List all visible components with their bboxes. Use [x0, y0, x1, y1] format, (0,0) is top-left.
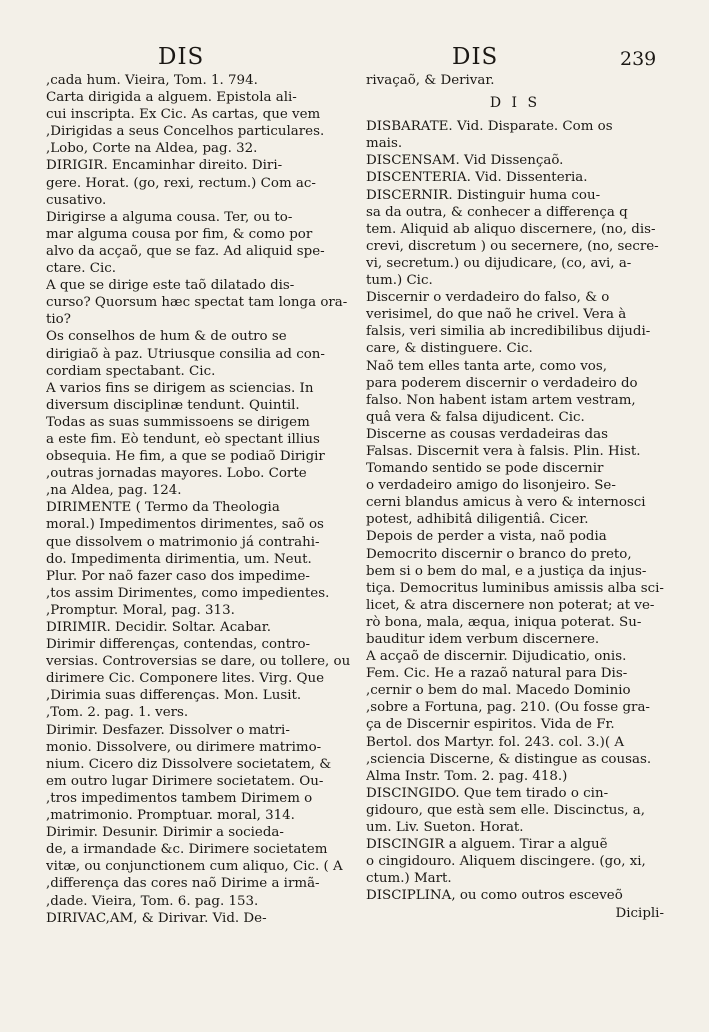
- text-line: DISBARATE. Vid. Disparate. Com os: [366, 119, 613, 135]
- text-line: Alma Instr. Tom. 2. pag. 418.): [366, 768, 568, 784]
- text-line: falso. Non habent istam artem vestram,: [366, 392, 636, 408]
- text-line: monio. Dissolvere, ou dirimere matrimo-: [46, 739, 322, 755]
- page-number: 239: [620, 48, 657, 70]
- text-line: cusativo.: [46, 192, 107, 208]
- text-line: ,sciencia Discerne, & distingue as cousas.: [366, 751, 652, 767]
- text-line: DISCINGIR a alguem. Tirar a alguẽ: [366, 837, 608, 853]
- text-line: care, & distinguere. Cic.: [366, 341, 533, 357]
- text-line: ,tos assim Dirimentes, como impedientes.: [46, 585, 330, 601]
- text-line: moral.) Impedimentos dirimentes, saõ os: [46, 517, 324, 533]
- text-line: DIRIMIR. Decidir. Soltar. Acabar.: [46, 620, 271, 635]
- text-line: A varios fins se dirigem as sciencias. In: [46, 380, 314, 396]
- text-line: bem si o bem do mal, e a justiça da injus-: [366, 563, 647, 579]
- right-running-head: DIS: [452, 44, 499, 70]
- text-line: sa da outra, & conhecer a differença q: [366, 204, 628, 220]
- text-line: DISCENTERIA. Vid. Dissenteria.: [366, 170, 588, 186]
- text-line: nium. Cicero diz Dissolvere societatem, &: [46, 756, 332, 772]
- text-line: a este fim. Eò tendunt, eò spectant illius: [46, 431, 320, 447]
- text-line: Todas as suas summissoens se dirigem: [46, 414, 310, 430]
- text-line: ,cernir o bem do mal. Macedo Dominio: [366, 683, 631, 699]
- text-line: Plur. Por naõ fazer caso dos impedime-: [46, 568, 310, 584]
- text-line: cordiam spectabant. Cic.: [46, 363, 216, 379]
- left-column: [46, 72, 352, 927]
- text-line: diversum disciplinæ tendunt. Quintil.: [46, 397, 300, 413]
- text-line: ,matrimonio. Promptuar. moral, 314.: [46, 808, 295, 824]
- text-line: Dirimir differenças, contendas, contro-: [46, 637, 311, 653]
- text-line: Dirigirse a alguma cousa. Ter, ou to-: [46, 209, 293, 225]
- text-line: Falsas. Discernit vera à falsis. Plin. Hist.: [366, 443, 641, 459]
- text-line: Naõ tem elles tanta arte, como vos,: [366, 358, 607, 374]
- text-line: o cingidouro. Aliquem discingere. (go, xi,: [366, 854, 646, 870]
- text-line: tem. Aliquid ab aliquo discernere, (no, dis-: [366, 221, 656, 237]
- text-line: um. Liv. Sueton. Horat.: [366, 820, 524, 836]
- text-line: rivaçaõ, & Derivar.: [366, 73, 495, 88]
- text-line: verisimel, do que naõ he crivel. Vera à: [366, 307, 627, 323]
- text-line: Dirimir. Desfazer. Dissolver o matri-: [46, 722, 290, 738]
- text-line: Carta dirigida a alguem. Epistola ali-: [46, 90, 297, 106]
- text-line: falsis, veri similia ab incredibilibus dijudi-: [366, 324, 651, 340]
- text-line: cui inscripta. Ex Cic. As cartas, que vem: [46, 107, 321, 123]
- text-line: curso? Quorsum hæc spectat tam longa ora-: [46, 295, 348, 311]
- text-line: rò bona, mala, æqua, iniqua poterat. Su-: [366, 614, 642, 630]
- text-line: DIRIMENTE ( Termo da Theologia: [46, 500, 280, 516]
- text-line: o verdadeiro amigo do lisonjeiro. Se-: [366, 478, 616, 494]
- section-heading: D I S: [489, 95, 541, 112]
- text-line: Democrito discernir o branco do preto,: [366, 546, 632, 562]
- text-line: ,tros impedimentos tambem Dirimem o: [46, 790, 313, 806]
- text-line: crevi, discretum ) ou secernere, (no, secre-: [366, 238, 659, 254]
- text-line: mar alguma cousa por fim, & como por: [46, 226, 313, 242]
- text-line: quâ vera & falsa dijudicent. Cic.: [366, 409, 585, 425]
- text-line: ,dade. Vieira, Tom. 6. pag. 153.: [46, 893, 259, 909]
- text-line: gere. Horat. (go, rexi, rectum.) Com ac-: [46, 175, 316, 191]
- text-line: do. Impedimenta dirimentia, um. Neut.: [46, 551, 312, 567]
- text-line: ,na Aldea, pag. 124.: [46, 483, 182, 499]
- text-line: versias. Controversias se dare, ou tollere, ou: [46, 654, 351, 670]
- text-line: ça de Discernir espiritos. Vida de Fr.: [366, 717, 615, 733]
- text-line: Discerne as cousas verdadeiras das: [366, 426, 608, 442]
- text-line: ,Tom. 2. pag. 1. vers.: [46, 705, 189, 721]
- text-line: mais.: [366, 136, 403, 152]
- text-line: tio?: [46, 312, 71, 328]
- text-line: licet, & atra discernere non poterat; at ve-: [366, 597, 655, 613]
- text-line: Bertol. dos Martyr. fol. 243. col. 3.)( A: [366, 734, 625, 750]
- text-line: alvo da acçaõ, que se faz. Ad aliquid spe-: [46, 243, 325, 259]
- text-line: ,cada hum. Vieira, Tom. 1. 794.: [46, 73, 258, 88]
- text-line: que dissolvem o matrimonio já contrahi-: [46, 534, 320, 550]
- text-line: DISCIPLINA, ou como outros esceveõ: [366, 888, 623, 904]
- text-line: vi, secretum.) ou dijudicare, (co, avi, a-: [366, 255, 632, 271]
- text-line: potest, adhibitâ diligentiâ. Cicer.: [366, 512, 589, 528]
- text-line: DIRIGIR. Encaminhar direito. Diri-: [46, 158, 283, 174]
- text-line: ,Promptur. Moral, pag. 313.: [46, 602, 235, 618]
- text-line: dirigiaõ à paz. Utriusque consilia ad con-: [46, 346, 325, 362]
- text-line: Fem. Cic. He a razaõ natural para Dis-: [366, 666, 628, 682]
- text-line: A acçaõ de discernir. Dijudicatio, onis.: [366, 649, 627, 665]
- text-line: para poderem discernir o verdadeiro do: [366, 375, 638, 391]
- text-line: A que se dirige este taõ dilatado dis-: [46, 278, 295, 294]
- text-line: ,differença das cores naõ Dirime a irmã-: [46, 876, 320, 892]
- text-line: ctum.) Mart.: [366, 871, 452, 887]
- text-line: ,outras jornadas mayores. Lobo. Corte: [46, 466, 307, 482]
- text-line: gidouro, que està sem elle. Discinctus, a,: [366, 802, 645, 818]
- text-line: tum.) Cic.: [366, 273, 433, 289]
- right-column: [366, 72, 664, 922]
- left-running-head: DIS: [158, 44, 205, 70]
- text-line: de, a irmandade &c. Dirimere societatem: [46, 842, 328, 858]
- text-line: Discernir o verdadeiro do falso, & o: [366, 290, 610, 306]
- text-line: ,Dirimia suas differenças. Mon. Lusit.: [46, 688, 302, 704]
- text-line: ,sobre a Fortuna, pag. 210. (Ou fosse gra-: [366, 700, 650, 716]
- catchword: Dicipli-: [615, 905, 664, 921]
- text-line: Dirimir. Desunir. Dirimir a socieda-: [46, 825, 284, 841]
- text-line: Depois de perder a vista, naõ podia: [366, 529, 607, 545]
- text-line: Tomando sentido se pode discernir: [366, 461, 604, 477]
- text-line: tiça. Democritus luminibus amissis alba sci-: [366, 580, 664, 596]
- text-line: vitæ, ou conjunctionem cum aliquo, Cic. ( A: [46, 859, 343, 875]
- text-line: DISCERNIR. Distinguir huma cou-: [366, 187, 601, 203]
- text-line: DISCINGIDO. Que tem tirado o cin-: [366, 785, 609, 801]
- text-line: Os conselhos de hum & de outro se: [46, 329, 287, 345]
- text-line: ,Dirigidas a seus Concelhos particulares.: [46, 124, 325, 140]
- text-line: obsequia. He fim, a que se podiaõ Dirigir: [46, 449, 325, 465]
- text-line: em outro lugar Dirimere societatem. Ou-: [46, 773, 324, 789]
- text-line: DIRIVAC,AM, & Dirivar. Vid. De-: [46, 910, 267, 926]
- text-line: cerni blandus amicus à vero & internosci: [366, 495, 646, 511]
- text-line: bauditur idem verbum discernere.: [366, 632, 600, 647]
- text-line: dirimere Cic. Componere lites. Virg. Que: [46, 671, 325, 687]
- text-line: ctare. Cic.: [46, 261, 116, 277]
- text-line: ,Lobo, Corte na Aldea, pag. 32.: [46, 141, 258, 157]
- text-line: DISCENSAM. Vid Dissençaõ.: [366, 153, 564, 169]
